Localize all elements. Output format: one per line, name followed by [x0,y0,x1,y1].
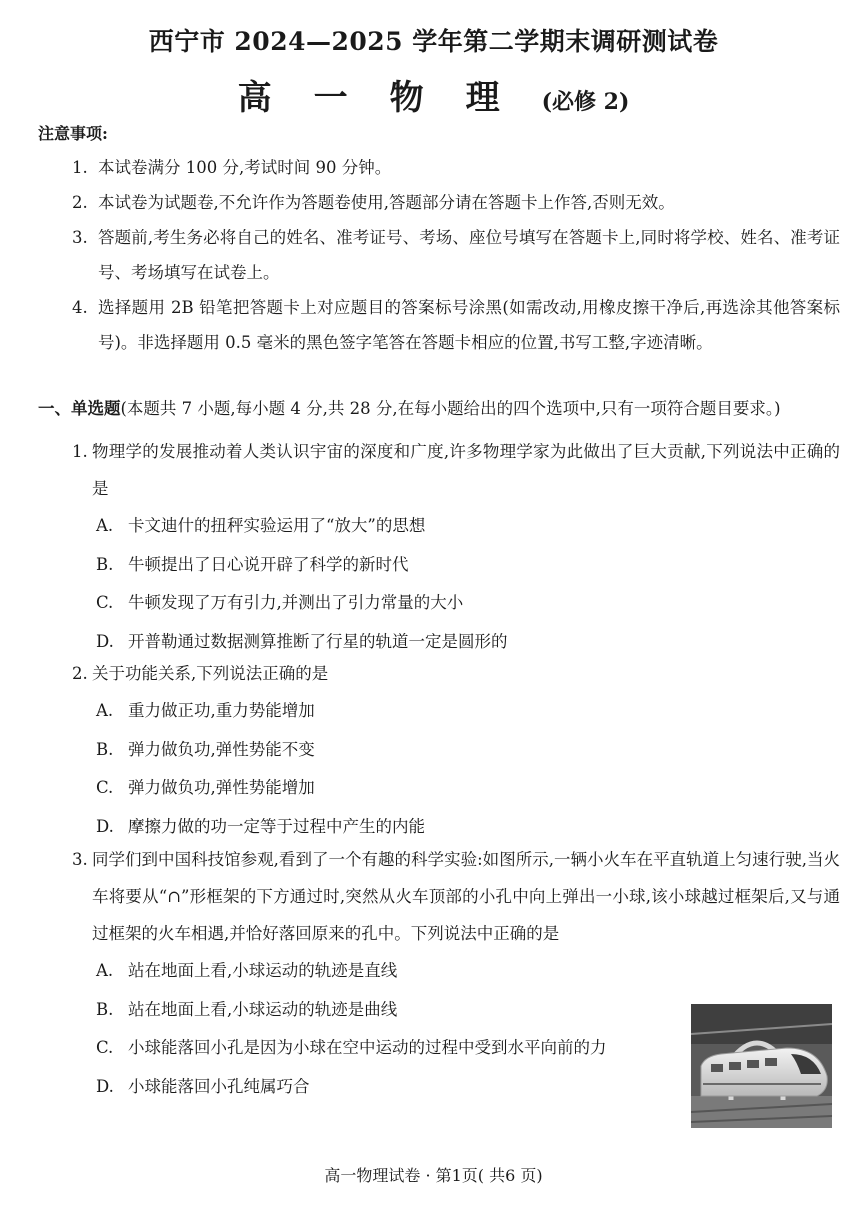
option-text: 站在地面上看,小球运动的轨迹是曲线 [128,999,398,1019]
option-text: 小球能落回小孔纯属巧合 [128,1076,310,1096]
notice-number: 2. [72,193,88,212]
question-number: 2. [72,664,88,683]
section-label: 一、单选题 [38,399,121,418]
page-footer: 高一物理试卷 · 第1页( 共6 页) [324,1166,543,1185]
question-text: 关于功能关系,下列说法正确的是 [92,664,329,683]
notice-item [72,185,840,220]
notice-number: 3. [72,228,88,247]
exam-title: 西宁市 2024—2025 学年第二学期末调研测试卷 [148,27,719,56]
option-letter: C. [96,778,114,797]
question-number: 1. [72,442,88,461]
option-text: 牛顿发现了万有引力,并测出了引力常量的大小 [128,593,464,612]
notice-text: 答题前,考生务必将自己的姓名、准考证号、考场、座位号填写在答题卡上,同时将学校、姓名、准考证号、考场填写在试卷上。 [98,228,840,282]
option-letter: A. [96,701,114,720]
option-text: 卡文迪什的扭秤实验运用了“放大”的思想 [128,516,426,535]
notice-text: 本试卷为试题卷,不允许作为答题卷使用,答题部分请在答题卡上作答,否则无效。 [98,193,675,212]
option-a [72,692,840,731]
notice-number: 4. [72,298,88,317]
question-text: 物理学的发展推动着人类认识宇宙的深度和广度,许多物理学家为此做出了巨大贡献,下列说法中正确的是 [92,442,840,498]
option-text: 弹力做负功,弹性势能增加 [128,778,315,797]
option-text: 弹力做负功,弹性势能不变 [128,739,315,759]
option-b [72,546,840,585]
option-letter: D. [96,1076,114,1096]
option-letter: D. [96,816,114,836]
question-2 [72,655,840,846]
option-letter: B. [96,739,114,759]
question-stem [72,655,840,692]
option-letter: B. [96,999,114,1019]
subject-name: 高一物理 [237,78,542,118]
option-b [72,731,840,770]
option-c [72,769,840,808]
notice-item [72,150,840,185]
notice-item [72,290,840,360]
question-stem [72,433,840,507]
option-letter: C. [96,593,114,612]
option-text: 小球能落回小孔是因为小球在空中运动的过程中受到水平向前的力 [128,1038,607,1057]
notice-number: 1. [72,158,88,177]
section-description: (本题共 7 小题,每小题 4 分,共 28 分,在每小题给出的四个选项中,只有一项符合题目要求。) [120,399,781,418]
question-1 [72,433,840,661]
train-illustration [691,1004,832,1128]
option-text: 牛顿提出了日心说开辟了科学的新时代 [128,554,409,574]
question-number: 3. [72,850,88,869]
train-photo [691,1004,832,1128]
notice-item [72,220,840,290]
notice-heading: 注意事项: [38,124,108,143]
option-text: 站在地面上看,小球运动的轨迹是直线 [128,961,398,980]
exam-subject [0,70,867,119]
section-heading [38,395,838,423]
notice-text: 本试卷满分 100 分,考试时间 90 分钟。 [98,158,392,177]
option-text: 开普勒通过数据测算推断了行星的轨道一定是圆形的 [128,631,508,651]
question-text: 同学们到中国科技馆参观,看到了一个有趣的科学实验:如图所示,一辆小火车在平直轨道上匀速行驶,当火车将要从“∩”形框架的下方通过时,突然从火车顶部的小孔中向上弹出一小球,该小球越过框架后,又与通过框架的火车相遇,并恰好落回原来的孔中。下列说法中正确的是 [92,850,840,943]
option-a [72,507,840,546]
option-text: 重力做正功,重力势能增加 [128,701,315,720]
option-letter: C. [96,1038,114,1057]
option-letter: A. [96,516,114,535]
question-stem [72,841,840,952]
option-text: 摩擦力做的功一定等于过程中产生的内能 [128,816,425,836]
option-letter: B. [96,554,114,574]
notice-list [72,150,840,360]
option-a [72,952,840,991]
option-c [72,584,840,623]
subject-note: (必修 2) [541,89,630,115]
option-letter: A. [96,961,114,980]
option-letter: D. [96,631,114,651]
notice-text: 选择题用 2B 铅笔把答题卡上对应题目的答案标号涂黑(如需改动,用橡皮擦干净后,再选涂其他答案标号)。非选择题用 0.5 毫米的黑色签字笔答在答题卡相应的位置,书写工整,字迹清晰。 [98,298,840,352]
